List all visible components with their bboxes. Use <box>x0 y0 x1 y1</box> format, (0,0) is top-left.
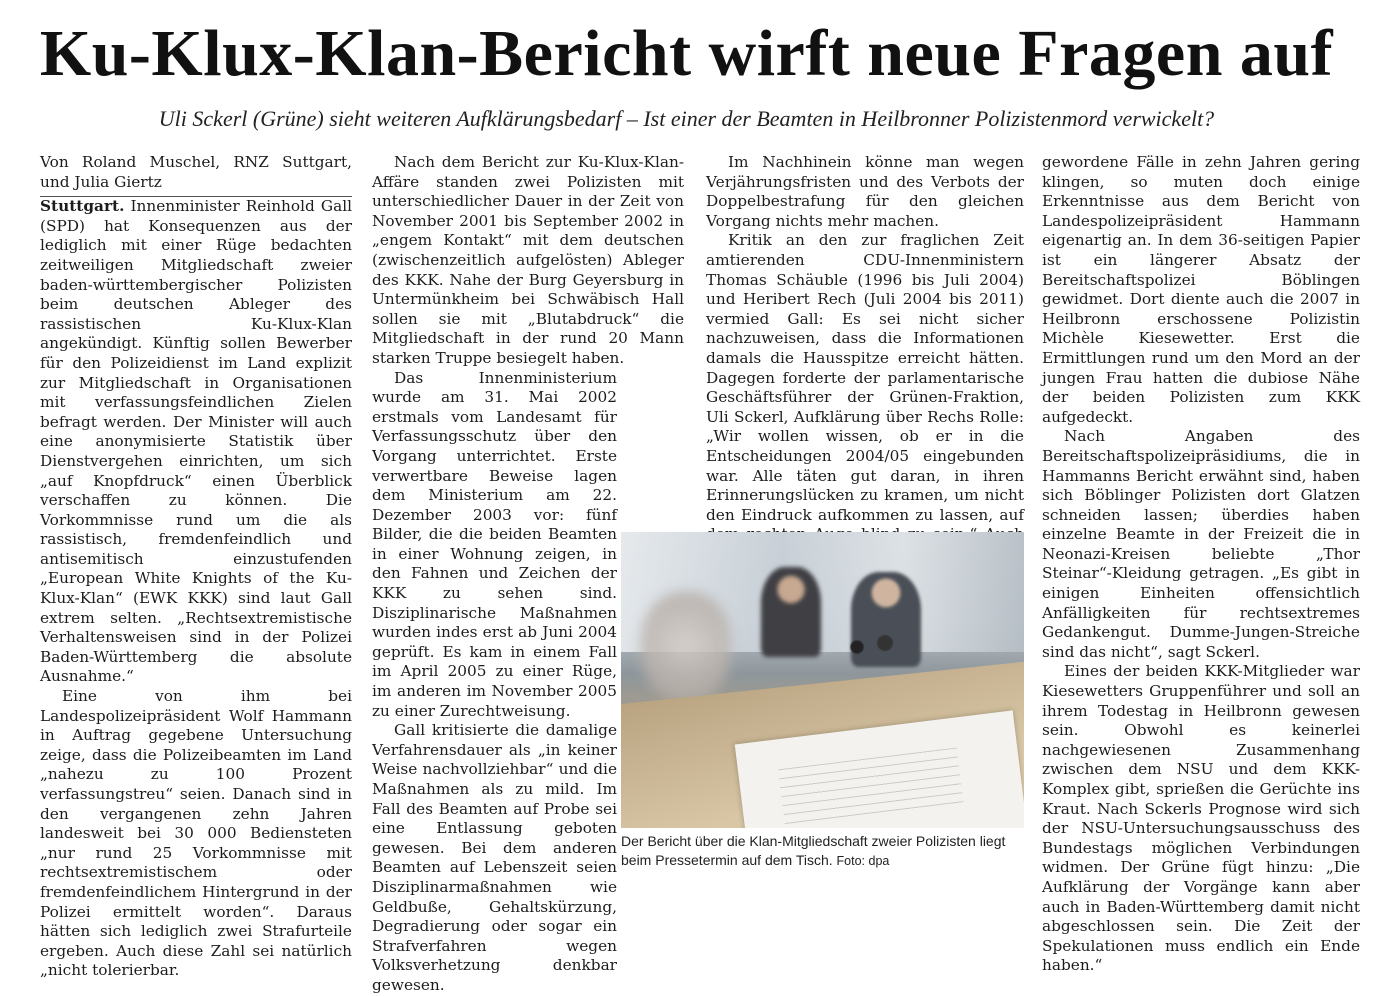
article-column-1 <box>40 153 352 981</box>
dateline: Stuttgart. <box>40 197 125 216</box>
paragraph: Eines der beiden KKK-Mitglieder war Kiesewetters Gruppenführer und soll an ihrem Todestag in Heilbronn gewesen sein. Obwohl es keinerlei nachgewiesenen Zusammenhang zwischen dem NSU und dem KKK-Komplex gibt, sprießen die Gerüchte ins Kraut. Nach Sckerls Prognose wird sich der NSU-Untersuchungsausschuss des Bundestags möglichen Verbindungen widmen. Der Grüne fügt hinzu: „Die Aufklärung der Vorgänge kann aber auch in Baden-Württemberg damit nicht abgeschlossen sein. Die Zeit der Spekulationen muss endlich ein Ende haben.“ <box>1042 662 1360 975</box>
paragraph: Im Nachhinein könne man wegen Verjährungsfristen und des Verbots der Doppelbestrafung für den gleichen Vorgang nichts mehr machen. <box>706 153 1024 230</box>
article-column-3 <box>706 153 1024 564</box>
byline: Von Roland Muschel, RNZ Suttgart, und Julia Giertz <box>40 153 352 197</box>
photo-person <box>761 567 821 657</box>
photo-microphones <box>836 627 906 667</box>
paragraph: Kritik an den zur fraglichen Zeit amtierenden CDU-Innenministern Thomas Schäuble (1996 bis Juli 2004) und Heribert Rech (Juli 2004 bis 2011) vermied Gall: Es sei nicht sicher nachzuweisen, dass die Informationen damals die Hausspitze erreicht hätten. Dagegen forderte der parlamentarische Geschäftsführer der Grünen-Fraktion, Uli Sckerl, Aufklärung über Rechs Rolle: „Wir wollen wissen, ob er in die Entscheidungen 2004/05 eingebunden war. Alle täten gut daran, in ihren Erinnerungslücken zu kramen, um nicht den Eindruck aufkommen zu lassen, auf <box>706 231 1024 524</box>
paragraph: Das Innenministerium wurde am 31. Mai 2002 erstmals vom Landesamt für Verfassungsschutz über den Vorgang unterrichtet. Erste verwertbare Beweise lagen dem Ministerium am 22. Dezember 2003 vor: fünf Bilder, die die beiden Beamten in einer Wohnung zeigen, in den Fahnen und Zeichen der KKK zu sehen sind. Disziplinarische Maßnahmen wurden indes erst ab Juni 2004 geprüft. Es kam in einem Fall im April 2005 zu einer Rüge, im anderen im November 2005 zu einer Zurechtweisung. <box>372 368 617 720</box>
photo-credit: Foto: dpa <box>836 853 890 868</box>
article-subheadline: Uli Sckerl (Grüne) sieht weiteren Aufklärungsbedarf – Ist einer der Beamten in Heilbronner Polizistenmord verwickelt? <box>158 106 1215 131</box>
paragraph: Nach Angaben des Bereitschaftspolizeipräsidiums, die in Hammanns Bericht erwähnt sind, haben sich Böblinger Polizisten dort Glatzen schneiden lassen; überdies haben einzelne Beamte in der Freizeit die in Neonazi-Kreisen beliebte „Thor Steinar“-Kleidung getragen. „Es gibt in einigen Einheiten offensichtlich Anfälligkeiten für rechtsextremes Gedankengut. Dumme-Jungen-Streiche sind das nicht“, sagt Sckerl. <box>1042 427 1360 661</box>
caption-text: Der Bericht über die Klan-Mitgliedschaft zweier Polizisten liegt beim Pressetermin auf dem Tisch. <box>621 833 1006 868</box>
photo-caption <box>621 832 1031 870</box>
paragraph: Gall kritisierte die damalige Verfahrensdauer als „in keiner Weise nachvollziehbar“ und die Maßnahmen als zu mild. Im Fall des Beamten auf Probe sei eine Entlassung geboten gewesen. Bei dem anderen Beamten auf Lebenszeit seien Disziplinarmaßnahmen wie Geldbuße, Gehaltskürzung, Degradierung oder sogar ein Strafverfahren wegen Volksverhetzung denkbar gewesen. <box>372 721 617 994</box>
paragraph <box>40 197 352 687</box>
article-headline: Ku-Klux-Klan-Bericht wirft neue Fragen auf <box>39 17 1334 90</box>
paragraph-text: Innenminister Reinhold Gall (SPD) hat Konsequenzen aus der lediglich mit einer Rüge bedachten zeitweiligen Mitgliedschaft zweier baden-württembergischer Polizisten beim deutschen Ableger des rassistischen Ku-Klux-Klan angekündigt. Künftig sollen Bewerber für den Polizeidienst im Land explizit zur Mitgliedschaft in Organisationen mit verfassungsfeindlichen Zielen befragt werden. Der Minister will auch eine anonymisierte Statistik über Dienstvergehen einrichten, um sich „auf Knopfdruck“ einen Überblick verschaffen zu können. Die Vorkommnisse rund um die als rassistisch, fremdenfeindlich und antisemitisch einzustufenden „European White Knights of the Ku-Klux-Klan“ (EWK KKK) sind laut Gall extrem selten. „Rechtsextremistische Verhaltensweisen sind in der Polizei Baden-Württemberg die absolute Ausnahme.“ <box>40 197 352 686</box>
article-column-4 <box>1042 153 1360 976</box>
press-conference-photo <box>621 532 1024 828</box>
paragraph: Eine von ihm bei Landespolizeipräsident Wolf Hammann in Auftrag gegebene Untersuchung zeige, dass die Polizeibeamten im Land „nahezu zu 100 Prozent verfassungstreu“ seien. Danach sind in den vergangenen zehn Jahren landesweit bei 30 000 Bediensteten „nur rund 25 Vorkommnisse mit rechtsextremistischem oder fremdenfeindlichem Hintergrund in der Polizei ermittelt worden“. Daraus hätten sich lediglich zwei Strafurteile ergeben. Auch diese Zahl sei natürlich „nicht tolerierbar. <box>40 687 352 980</box>
photo-blurred-person <box>641 592 731 702</box>
paragraph: gewordene Fälle in zehn Jahren gering klingen, so muten doch einige Erkenntnisse aus dem Bericht von Landespolizeipräsident Hammann eigenartig an. In dem 36-seitigen Papier ist ein längerer Absatz der Bereitschaftspolizei Böblingen gewidmet. Dort diente auch die 2007 in Heilbronn erschossene Polizistin Michèle Kiesewetter. Erst die Ermittlungen rund um den Mord an der jungen Frau hatten die dubiose Nähe der beiden Polizisten zum KKK aufgedeckt. <box>1042 153 1360 426</box>
paragraph: Nach dem Bericht zur Ku-Klux-Klan-Affäre standen zwei Polizisten mit unterschiedlicher Dauer in der Zeit von November 2001 bis September 2002 in „engem Kontakt“ mit dem deutschen (zwischenzeitlich aufgelösten) Ableger des KKK. Nahe der Burg Geyersburg in Untermünkheim bei Schwäbisch Hall sollen sie mit „Blutabdruck“ die Mitgliedschaft in der rund 20 Mann starken Truppe besiegelt haben. <box>372 153 684 367</box>
